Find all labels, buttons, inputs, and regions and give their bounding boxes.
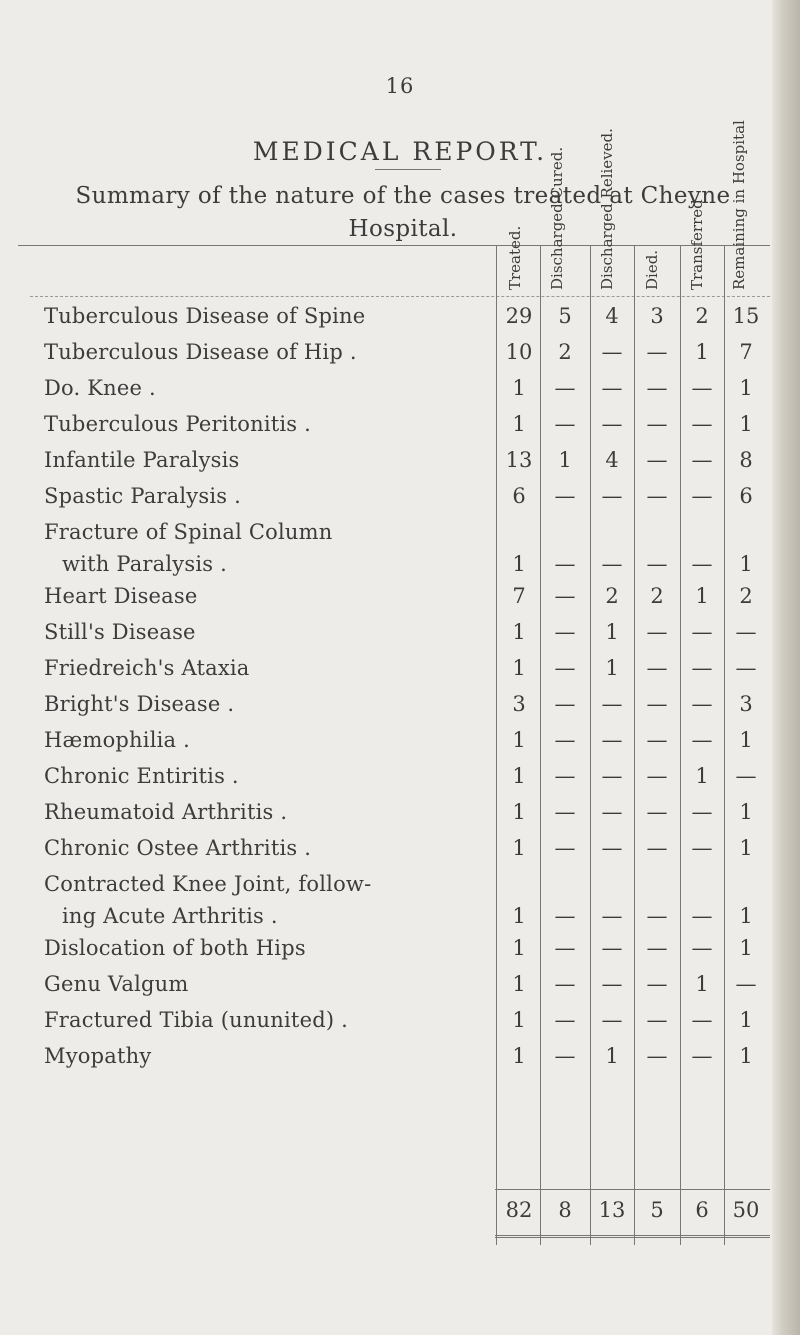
total-cell: 8 bbox=[558, 1198, 572, 1222]
table-cell: — bbox=[554, 1008, 576, 1032]
table-cell: — bbox=[735, 620, 757, 644]
table-cell: — bbox=[554, 484, 576, 508]
table-cell: — bbox=[691, 904, 713, 928]
bottom-double-rule bbox=[495, 1235, 770, 1238]
row-label: Contracted Knee Joint, follow- bbox=[44, 872, 372, 896]
row-label: Chronic Ostee Arthritis . bbox=[44, 836, 312, 860]
row-label-continuation: ing Acute Arthritis . bbox=[62, 904, 278, 928]
table-cell: 1 bbox=[512, 552, 526, 576]
table-cell: — bbox=[691, 552, 713, 576]
row-label: Tuberculous Disease of Spine bbox=[44, 304, 366, 328]
table-cell: 1 bbox=[695, 340, 709, 364]
table-cell: — bbox=[646, 764, 668, 788]
table-cell: — bbox=[554, 584, 576, 608]
table-cell: 1 bbox=[739, 904, 753, 928]
table-cell: 1 bbox=[512, 836, 526, 860]
table-cell: — bbox=[554, 764, 576, 788]
table-cell: 3 bbox=[650, 304, 664, 328]
table-cell: — bbox=[691, 620, 713, 644]
table-cell: 1 bbox=[512, 376, 526, 400]
table-cell: 1 bbox=[605, 620, 619, 644]
totals-rule bbox=[495, 1189, 770, 1190]
table-cell: — bbox=[691, 728, 713, 752]
table-cell: — bbox=[554, 376, 576, 400]
table-cell: 1 bbox=[739, 836, 753, 860]
table-cell: — bbox=[691, 376, 713, 400]
table-cell: 1 bbox=[512, 620, 526, 644]
row-label: Do. Knee . bbox=[44, 376, 156, 400]
table-cell: — bbox=[691, 692, 713, 716]
table-cell: 2 bbox=[605, 584, 619, 608]
table-cell: 8 bbox=[739, 448, 753, 472]
table-cell: — bbox=[646, 552, 668, 576]
table-cell: 1 bbox=[739, 728, 753, 752]
row-label: Fracture of Spinal Column bbox=[44, 520, 333, 544]
table-cell: — bbox=[601, 412, 623, 436]
table-cell: — bbox=[554, 552, 576, 576]
table-cell: 1 bbox=[512, 936, 526, 960]
table-cell: — bbox=[554, 836, 576, 860]
table-cell: — bbox=[601, 800, 623, 824]
table-cell: — bbox=[691, 936, 713, 960]
table-cell: 1 bbox=[739, 936, 753, 960]
table-cell: — bbox=[554, 936, 576, 960]
table-cell: — bbox=[646, 448, 668, 472]
table-cell: 2 bbox=[558, 340, 572, 364]
table-cell: — bbox=[646, 800, 668, 824]
table-cell: — bbox=[554, 728, 576, 752]
table-cell: — bbox=[554, 656, 576, 680]
column-header: Discharged Cured. bbox=[548, 146, 566, 290]
row-label: Fractured Tibia (ununited) . bbox=[44, 1008, 348, 1032]
table-cell: — bbox=[646, 972, 668, 996]
table-cell: — bbox=[601, 340, 623, 364]
table-cell: 1 bbox=[739, 412, 753, 436]
table-cell: — bbox=[691, 800, 713, 824]
table-cell: — bbox=[601, 376, 623, 400]
table-cell: 4 bbox=[605, 448, 619, 472]
table-cell: — bbox=[646, 1044, 668, 1068]
row-label: Still's Disease bbox=[44, 620, 196, 644]
table-cell: 1 bbox=[739, 376, 753, 400]
total-cell: 50 bbox=[732, 1198, 760, 1222]
total-cell: 5 bbox=[650, 1198, 664, 1222]
table-cell: — bbox=[601, 936, 623, 960]
table-cell: — bbox=[554, 620, 576, 644]
table-cell: — bbox=[554, 904, 576, 928]
row-label-continuation: with Paralysis . bbox=[62, 552, 227, 576]
table-cell: — bbox=[554, 800, 576, 824]
page-title: MEDICAL REPORT. bbox=[252, 136, 548, 166]
total-cell: 6 bbox=[695, 1198, 709, 1222]
table-cell: — bbox=[646, 836, 668, 860]
table-cell: — bbox=[646, 412, 668, 436]
table-cell: 2 bbox=[695, 304, 709, 328]
table-cell: 1 bbox=[558, 448, 572, 472]
table-cell: 1 bbox=[512, 764, 526, 788]
table-cell: — bbox=[691, 836, 713, 860]
table-cell: — bbox=[601, 836, 623, 860]
table-cell: — bbox=[735, 764, 757, 788]
table-cell: 1 bbox=[739, 800, 753, 824]
table-cell: — bbox=[646, 376, 668, 400]
row-label: Rheumatoid Arthritis . bbox=[44, 800, 288, 824]
table-cell: 13 bbox=[505, 448, 533, 472]
table-cell: — bbox=[554, 1044, 576, 1068]
table-cell: — bbox=[646, 936, 668, 960]
table-cell: — bbox=[735, 972, 757, 996]
column-header: Treated. bbox=[506, 225, 524, 290]
table-cell: — bbox=[691, 1008, 713, 1032]
row-label: Heart Disease bbox=[44, 584, 198, 608]
table-cell: 29 bbox=[505, 304, 533, 328]
header-bottom-rule bbox=[30, 296, 770, 297]
row-label: Tuberculous Peritonitis . bbox=[44, 412, 312, 436]
table-cell: — bbox=[646, 484, 668, 508]
column-header: Discharged Relieved. bbox=[598, 128, 616, 290]
table-cell: — bbox=[601, 484, 623, 508]
table-cell: — bbox=[691, 484, 713, 508]
table-caption: Summary of the nature of the cases treated at Cheyne Hospital. bbox=[75, 183, 731, 242]
table-cell: 1 bbox=[512, 412, 526, 436]
table-cell: 4 bbox=[605, 304, 619, 328]
table-cell: 1 bbox=[739, 1008, 753, 1032]
table-cell: 1 bbox=[739, 1044, 753, 1068]
table-cell: 6 bbox=[739, 484, 753, 508]
table-cell: — bbox=[646, 620, 668, 644]
table-cell: — bbox=[601, 728, 623, 752]
table-cell: — bbox=[735, 656, 757, 680]
table-cell: 1 bbox=[695, 972, 709, 996]
table-cell: 3 bbox=[512, 692, 526, 716]
row-label: Hæmophilia . bbox=[44, 728, 190, 752]
table-cell: — bbox=[601, 764, 623, 788]
page-number: 16 bbox=[385, 74, 415, 98]
table-cell: 1 bbox=[512, 728, 526, 752]
table-top-rule bbox=[18, 245, 770, 246]
row-label: Chronic Entiritis . bbox=[44, 764, 239, 788]
table-cell: — bbox=[691, 448, 713, 472]
table-cell: 5 bbox=[558, 304, 572, 328]
table-cell: — bbox=[646, 692, 668, 716]
table-cell: 6 bbox=[512, 484, 526, 508]
column-header: Remaining in Hospital bbox=[730, 120, 748, 290]
row-label: Infantile Paralysis bbox=[44, 448, 240, 472]
table-cell: 1 bbox=[512, 904, 526, 928]
row-label: Friedreich's Ataxia bbox=[44, 656, 250, 680]
table-cell: 1 bbox=[605, 1044, 619, 1068]
table-cell: 1 bbox=[512, 656, 526, 680]
column-header: Transferred bbox=[688, 199, 706, 290]
table-cell: 7 bbox=[739, 340, 753, 364]
table-cell: 7 bbox=[512, 584, 526, 608]
total-cell: 13 bbox=[598, 1198, 626, 1222]
table-cell: — bbox=[601, 1008, 623, 1032]
table-cell: 1 bbox=[512, 972, 526, 996]
table-cell: — bbox=[601, 552, 623, 576]
title-underline bbox=[375, 169, 441, 170]
row-label: Genu Valgum bbox=[44, 972, 189, 996]
table-cell: — bbox=[646, 904, 668, 928]
table-cell: 1 bbox=[695, 584, 709, 608]
row-label: Bright's Disease . bbox=[44, 692, 235, 716]
table-cell: — bbox=[646, 340, 668, 364]
table-cell: 3 bbox=[739, 692, 753, 716]
table-cell: — bbox=[601, 904, 623, 928]
table-cell: — bbox=[691, 656, 713, 680]
table-cell: — bbox=[554, 692, 576, 716]
table-cell: — bbox=[646, 656, 668, 680]
table-cell: — bbox=[691, 1044, 713, 1068]
row-label: Dislocation of both Hips bbox=[44, 936, 306, 960]
table-cell: 2 bbox=[739, 584, 753, 608]
table-cell: — bbox=[646, 728, 668, 752]
table-cell: — bbox=[601, 972, 623, 996]
table-cell: — bbox=[601, 692, 623, 716]
table-cell: 10 bbox=[505, 340, 533, 364]
row-label: Tuberculous Disease of Hip . bbox=[44, 340, 357, 364]
row-label: Myopathy bbox=[44, 1044, 152, 1068]
table-cell: 1 bbox=[739, 552, 753, 576]
table-cell: — bbox=[554, 972, 576, 996]
table-cell: — bbox=[691, 412, 713, 436]
row-label: Spastic Paralysis . bbox=[44, 484, 241, 508]
column-header: Died. bbox=[643, 249, 661, 290]
table-cell: 1 bbox=[695, 764, 709, 788]
table-cell: — bbox=[554, 412, 576, 436]
table-cell: 2 bbox=[650, 584, 664, 608]
table-cell: 1 bbox=[512, 1008, 526, 1032]
table-cell: 15 bbox=[732, 304, 760, 328]
total-cell: 82 bbox=[505, 1198, 533, 1222]
page-edge-shadow bbox=[772, 0, 800, 1335]
table-cell: — bbox=[646, 1008, 668, 1032]
table-cell: 1 bbox=[605, 656, 619, 680]
table-cell: 1 bbox=[512, 1044, 526, 1068]
table-cell: 1 bbox=[512, 800, 526, 824]
